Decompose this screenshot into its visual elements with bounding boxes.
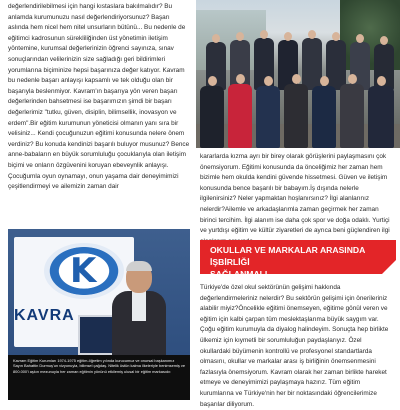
person xyxy=(340,84,364,148)
caption-text: Kavram Eğitim Kurumları 1974-1975 eğitim-öğretim yılında kurucumuz ve onursal başkanımız Sayın Bahattin Durmuş'un vizyonuyla, bilimsel çağdaş. Nitelik üstün kalma ilkeleriyle benimsemiş ve 800.000'i aşkın mezunuyla her zaman eğitimin yönünü etkilemiş ulusal bir eğitim markasıdır. xyxy=(13,358,186,374)
paragraph: kararlarda kızma ayrı bir birey olarak görüşlerini paylaşmasını çok önemsiyorum. Eğitimi konusunda da önceliğimiz her zaman hem bizimle hem okulda kendini güvende hissetmesi. Güven ve iletişim konusunda bence başarılı bir babayım.İş dışında nelerle ilgilenirsiniz? Neler yapmaktan hoşlanırsınız? İlgi alanlarınız nelerdir?Ailemle ve arkadaşlarımla zaman geçirmek her zaman birinci tercihim. İlgi alanım ise daha çok spor ve doğa odaklı. Yurtiçi ve yurtdışı eğitim ve kültür ziyaretleri de ayrıca beni güçlendiren ilgi xyxy=(200,153,390,235)
person xyxy=(302,38,322,90)
person xyxy=(200,86,224,148)
article-text-right-bottom xyxy=(200,283,390,408)
brand-wordmark: KAVRA xyxy=(14,307,75,324)
person-head xyxy=(308,30,316,39)
banner-corner-cut xyxy=(382,260,396,274)
kavram-logo-icon xyxy=(44,243,124,299)
paragraph: Türkiye'de özel okul sektörünün gelişimi hakkında değerlendirmeleriniz nelerdir? Bu sektörün gelişimi için önerileriniz alabilir miyiz?Öncelikle eğitimi önemseyen, eğitime gönül veren ve eğitim için kalbi çarpan tüm meslektaşlarıma büyük saygım var. Çoğu eğitim kurumuyla da diyalog halindeyim. Sonuçta hep birlikte ülkemiz için kıymetli bir sorumluluğun paydaşlarıyız. Özel okullardaki büyümenin kontrollü ve profesyonel standartlarda olmasını, okullar ve markalar arası iş birliğinin önemsenmesini fazlasıyla önemsiyorum. Kavram olarak her zaman birlikte hareket etmeye ve deneyimimizi paylaşmaya hazırız. Tüm eğitim kurumlarına ve Türkiye'nin her bir noktasındaki öğrencilerimize başarılar diliyorum. xyxy=(200,284,389,408)
person-head xyxy=(356,34,364,43)
section-heading-line2: SAĞLANMALI xyxy=(210,269,268,279)
person-head xyxy=(212,34,220,43)
portrait-photo xyxy=(8,229,190,355)
person-head xyxy=(236,32,244,41)
person xyxy=(256,86,280,148)
person-head xyxy=(264,76,273,86)
person xyxy=(284,84,308,148)
person xyxy=(326,40,346,90)
man-shirt xyxy=(132,291,146,321)
section-heading-banner xyxy=(200,240,396,279)
person-head xyxy=(260,30,268,39)
person-head xyxy=(320,76,329,86)
person xyxy=(228,84,252,148)
person-head xyxy=(332,32,340,41)
photo-caption xyxy=(8,355,190,400)
person-head xyxy=(377,76,386,86)
person-head xyxy=(208,76,217,86)
person-head xyxy=(380,36,388,45)
person-head xyxy=(348,74,357,84)
person-head xyxy=(284,32,292,41)
person xyxy=(312,86,336,148)
person xyxy=(368,86,394,148)
article-text-left xyxy=(8,2,190,226)
group-photo xyxy=(196,0,400,148)
person-head xyxy=(236,74,245,84)
paragraph: değerlendirilebilmesi için hangi kıstaslara bakılmalıdır? Bu anlamda kurumunuzu nasıl değerlendiriyorsunuz? Başarı aslında hem nicel hem nitel unsurların bütünü... Bu nedenle de eğitimci kadrosunun sürekliliğinden üst yönetimin iletişim yöntemine, kurumsal değerlerinizin öğrenci sayınıza, sınav sonuçlarından velilerinizin size sağladığı geri bildirimleri yorumlarına biçiminize hepsi başarınıza değer katıyor. Kavram bu nedenle başarı anlayışı kapsamlı ve tek olduğu olan bir başarıyla beslenmiyor. Kavram'ın başarıya yön veren başarı değerlerinden bahsetmesi ise başarımızın şimdi bir başarı değerlerimiz "tutku, güven, disiplin, bilimsellik, inovasyon ve erdem".Bir eğitim kurumunun yöneticisi olmanın yanı sıra bir velisiniz... Kendi çocuğunuzun eğitimi konusunda nelere önem verdiniz? Bu konuda kendinizi başarılı buluyor musunuz? Bence anne-babaların en büyük sorumluluğu çocuklarıyla olan iletişim biçimi ve onların özgüvenini koruyan ebeveynlik anlayışı. Çocuğumla oyun oynamayı, onun yaşama dair deneyimimizi çeşitlendirmeyi ve ailemizin zaman dair xyxy=(8,3,190,191)
person-head xyxy=(292,74,301,84)
logo-letter: K xyxy=(70,251,97,291)
article-text-right-top xyxy=(200,152,390,236)
man-hair xyxy=(126,261,152,271)
section-heading-line1: OKULLAR VE MARKALAR ARASINDA İŞBİRLİĞİ xyxy=(210,245,365,267)
